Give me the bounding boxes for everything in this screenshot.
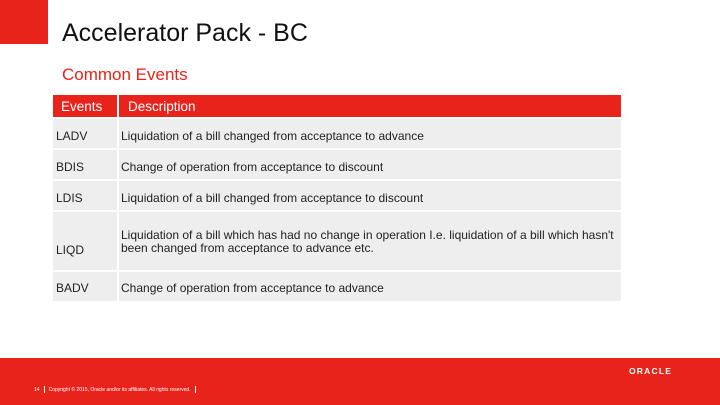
event-code: LIQD xyxy=(53,212,117,270)
event-code: LDIS xyxy=(53,181,117,210)
event-description: Liquidation of a bill which has had no change in operation I.e. liquidation of a bill which hasn't been changed from acceptance to advance etc. xyxy=(119,212,621,270)
footer-separator xyxy=(195,386,196,393)
header-description: Description xyxy=(119,95,621,117)
table-row xyxy=(53,150,621,179)
page-number: 14 xyxy=(34,386,40,393)
events-table xyxy=(53,95,621,303)
event-description: Change of operation from acceptance to advance xyxy=(119,272,621,301)
footer-bar xyxy=(0,358,720,405)
copyright-text: Copyright © 2015, Oracle and/or its affiliates. All rights reserved. xyxy=(48,386,191,393)
title-accent-bar xyxy=(0,0,48,44)
event-description: Liquidation of a bill changed from acceptance to advance xyxy=(119,119,621,148)
slide-subtitle: Common Events xyxy=(62,65,188,84)
event-description: Change of operation from acceptance to discount xyxy=(119,150,621,179)
event-description: Liquidation of a bill changed from acceptance to discount xyxy=(119,181,621,210)
header-events: Events xyxy=(53,95,117,117)
table-header-row xyxy=(53,95,621,117)
footer-separator xyxy=(44,386,45,393)
event-code: BADV xyxy=(53,272,117,301)
footer-info xyxy=(34,386,196,393)
event-code: LADV xyxy=(53,119,117,148)
event-code: BDIS xyxy=(53,150,117,179)
slide-title: Accelerator Pack - BC xyxy=(62,19,308,47)
table-row xyxy=(53,119,621,148)
table-row xyxy=(53,272,621,301)
table-row xyxy=(53,212,621,270)
oracle-logo: ORACLE xyxy=(629,366,673,376)
table-row xyxy=(53,181,621,210)
